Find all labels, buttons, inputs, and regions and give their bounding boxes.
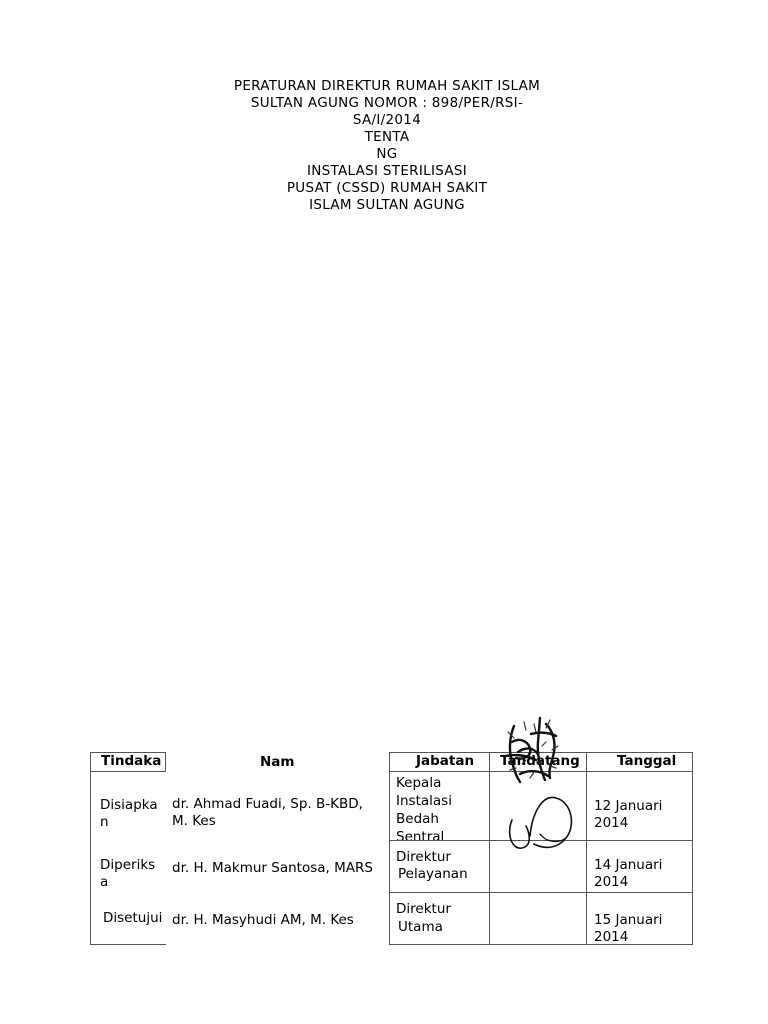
header-tandatangan: Tandatang: [500, 753, 580, 769]
row1-tindakan-line2: n: [100, 814, 109, 830]
title-line-2: SULTAN AGUNG NOMOR : 898/PER/RSI-: [250, 95, 524, 111]
row2-jabatan-line2: Pelayanan: [398, 866, 468, 882]
title-line-3: SA/I/2014: [352, 112, 422, 128]
row2-jabatan-line1: Direktur: [396, 849, 451, 865]
row1-tanggal-line1: 12 Januari: [594, 798, 663, 814]
row1-nama-line2: M. Kes: [172, 813, 216, 829]
row1-tindakan-line1: Disiapka: [100, 797, 158, 813]
row3-jabatan-line2: Utama: [398, 919, 443, 935]
document-title: [150, 78, 624, 214]
row1-jabatan-line3: Bedah: [396, 811, 439, 827]
row1-jabatan-clip: [390, 772, 488, 840]
header-nama: Nam: [260, 754, 295, 770]
row1-jabatan-line4: Sentral: [396, 829, 445, 840]
row2-tanggal-line1: 14 Januari: [594, 857, 663, 873]
row2-tindakan-line2: a: [100, 874, 109, 890]
title-line-4: TENTA: [364, 129, 410, 145]
title-line-6: INSTALASI STERILISASI: [306, 163, 468, 179]
row3-tanggal-line1: 15 Januari: [594, 912, 663, 928]
row3-tanggal-line2: 2014: [594, 929, 629, 945]
header-tindakan: Tindaka: [101, 753, 162, 769]
row2-tanggal-line2: 2014: [594, 874, 629, 890]
row1-jabatan-line1: Kepala: [396, 775, 442, 791]
row2-tindakan-line1: Diperiks: [100, 857, 156, 873]
row2-nama-line1: dr. H. Makmur Santosa, MARS: [172, 860, 373, 876]
header-jabatan: Jabatan: [416, 753, 475, 769]
header-tanggal: Tanggal: [617, 753, 677, 769]
row1-jabatan-line2: Instalasi: [396, 793, 452, 809]
row3-tindakan-line1: Disetujui: [103, 910, 163, 926]
row3-nama-line1: dr. H. Masyhudi AM, M. Kes: [172, 912, 354, 928]
signature-scribble-1: [500, 712, 564, 788]
title-line-1: PERATURAN DIREKTUR RUMAH SAKIT ISLAM: [233, 78, 541, 94]
row1-nama-line1: dr. Ahmad Fuadi, Sp. B-KBD,: [172, 796, 363, 812]
signature-scribble-2: [500, 790, 580, 860]
row1-tanggal-line2: 2014: [594, 815, 629, 831]
title-line-7: PUSAT (CSSD) RUMAH SAKIT: [286, 180, 488, 196]
row3-jabatan-line1: Direktur: [396, 901, 451, 917]
title-line-5: NG: [376, 146, 398, 162]
title-line-8: ISLAM SULTAN AGUNG: [309, 197, 465, 213]
